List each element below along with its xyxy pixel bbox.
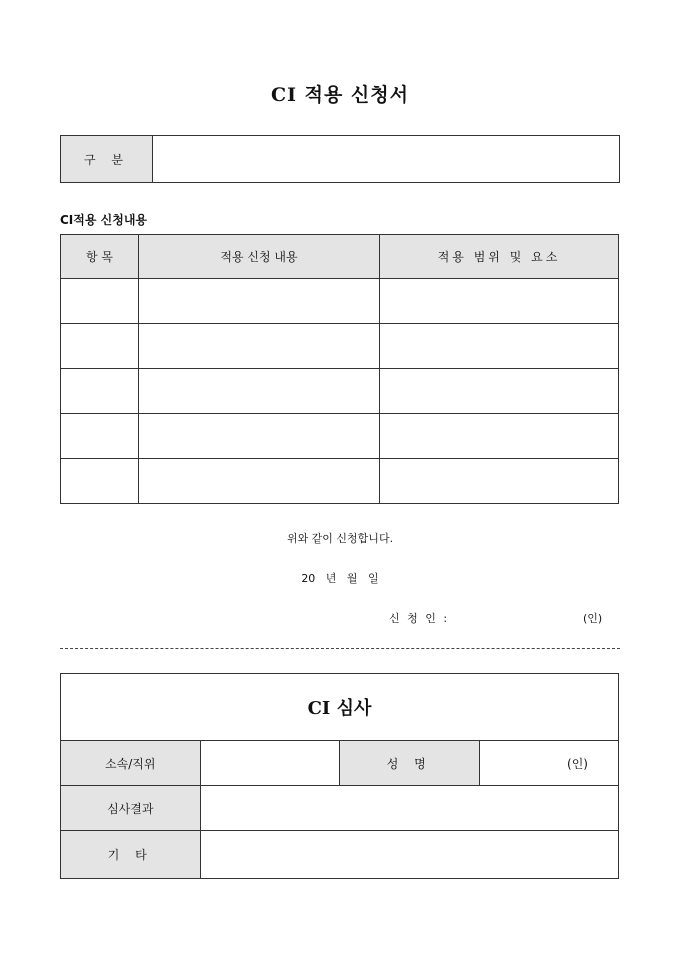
divider (60, 648, 620, 649)
cell-scope[interactable] (380, 279, 619, 324)
table-row (61, 279, 619, 324)
cell-item[interactable] (61, 459, 139, 504)
cell-scope[interactable] (380, 414, 619, 459)
table-row (61, 459, 619, 504)
cell-item[interactable] (61, 279, 139, 324)
table-row (61, 324, 619, 369)
cell-item[interactable] (61, 324, 139, 369)
name-label: 성 명 (340, 741, 480, 786)
cell-scope[interactable] (380, 324, 619, 369)
result-field[interactable] (200, 786, 619, 831)
reviewer-seal: (인) (567, 756, 588, 771)
other-label: 기 타 (61, 831, 201, 879)
column-header-content: 적용 신청 내용 (139, 235, 380, 279)
category-field[interactable] (153, 136, 620, 183)
declaration-statement: 위와 같이 신청합니다. (286, 532, 394, 545)
cell-content[interactable] (139, 369, 380, 414)
name-field[interactable] (479, 741, 619, 786)
result-label: 심사결과 (61, 786, 201, 831)
cell-item[interactable] (61, 369, 139, 414)
cell-content[interactable] (139, 324, 380, 369)
content-table (60, 234, 619, 504)
cell-content[interactable] (139, 414, 380, 459)
column-header-scope: 적용 범위 및 요소 (380, 235, 619, 279)
applicant-seal: (인) (583, 612, 603, 625)
cell-scope[interactable] (380, 369, 619, 414)
section-label: CI적용 신청내용 (60, 213, 148, 227)
affiliation-label: 소속/직위 (61, 741, 201, 786)
review-title: CI 심사 (61, 674, 619, 741)
table-row (61, 369, 619, 414)
column-header-item: 항 목 (61, 235, 139, 279)
review-table (60, 673, 619, 879)
cell-content[interactable] (139, 279, 380, 324)
category-table (60, 135, 620, 183)
date-line: 20 년 월 일 (301, 572, 379, 585)
applicant-label: 신 청 인 : (389, 612, 450, 625)
other-field[interactable] (200, 831, 619, 879)
cell-scope[interactable] (380, 459, 619, 504)
applicant-signature-field[interactable] (452, 606, 572, 626)
cell-item[interactable] (61, 414, 139, 459)
cell-content[interactable] (139, 459, 380, 504)
table-row (61, 414, 619, 459)
category-label: 구 분 (61, 136, 153, 183)
page-title: CI 적용 신청서 (270, 84, 409, 106)
affiliation-field[interactable] (200, 741, 340, 786)
